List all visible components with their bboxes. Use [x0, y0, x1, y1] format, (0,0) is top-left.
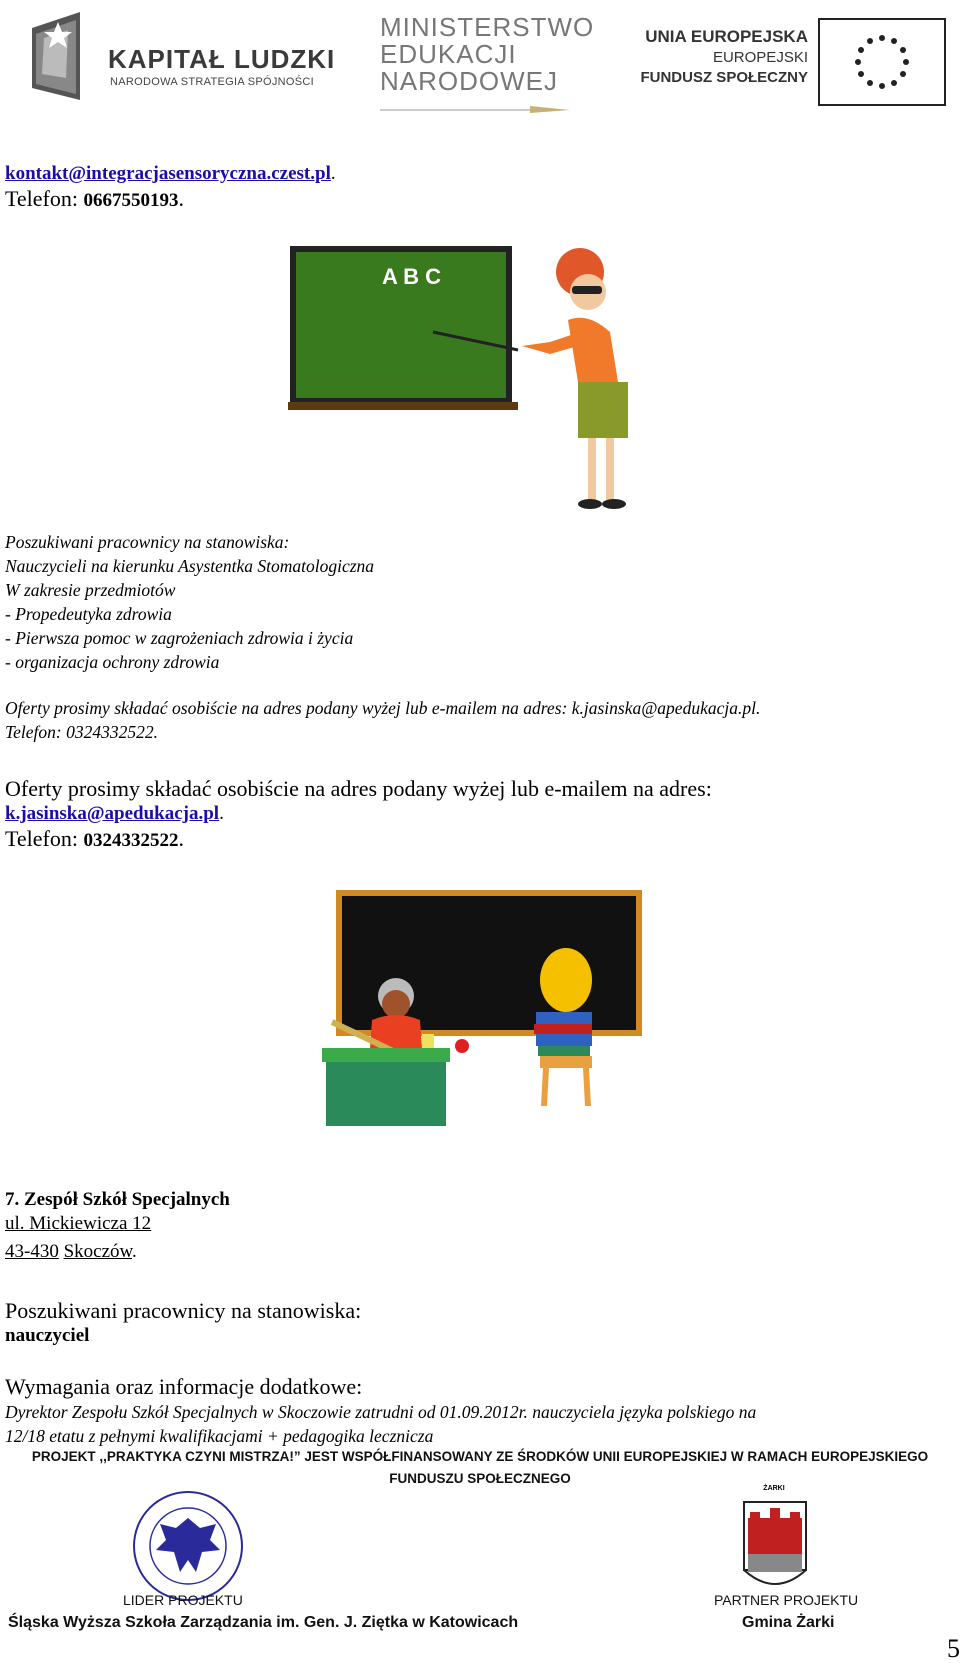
school-wanted-label: Poszukiwani pracownicy na stanowiska:	[5, 1298, 362, 1323]
classroom-illustration	[322, 888, 652, 1128]
offer2-email-suffix: .	[219, 803, 224, 824]
eagle-seal-icon	[130, 1488, 246, 1604]
offer2-email-line	[5, 802, 224, 825]
top-phone-line	[5, 186, 184, 214]
kapital-ludzki-title: KAPITAŁ LUDZKI	[108, 44, 336, 74]
kapital-ludzki-logo	[22, 8, 352, 108]
offer2-phone-label: Telefon:	[5, 826, 84, 851]
eu-line-1: UNIA EUROPEJSKA	[645, 27, 808, 46]
offer-line-5: - Pierwsza pomoc w zagrożeniach zdrowia i życia	[5, 628, 354, 648]
eu-stars-icon	[820, 20, 944, 104]
teacher-chalkboard-picture	[288, 242, 678, 527]
top-email-link[interactable]: kontakt@integracjasensoryczna.czest.pl	[5, 163, 331, 184]
school-title: 7. Zespół Szkół Specjalnych	[5, 1189, 230, 1210]
offer2-text: Oferty prosimy składać osobiście na adres podany wyżej lub e-mailem na adres:	[5, 776, 712, 801]
top-phone-label: Telefon:	[5, 186, 84, 211]
abc-board-text: A B C	[382, 264, 442, 289]
partner-label: PARTNER PROJEKTU	[714, 1592, 859, 1608]
leader-label: LIDER PROJEKTU	[123, 1592, 243, 1608]
university-seal	[130, 1488, 246, 1604]
offer-line-1: Poszukiwani pracownicy na stanowiska:	[5, 532, 290, 552]
eu-flag	[818, 18, 946, 106]
footer-project-line-2: FUNDUSZU SPOŁECZNEGO	[389, 1471, 571, 1486]
ministry-logo	[380, 14, 600, 114]
offer-block	[5, 530, 374, 674]
offer2-phone-line	[5, 826, 184, 854]
eu-logo-text	[628, 26, 808, 88]
teacher-abc-illustration	[288, 242, 678, 527]
top-phone-suffix: .	[178, 186, 184, 211]
page-number: 5	[947, 1634, 960, 1663]
school-position: nauczyciel	[5, 1325, 90, 1346]
school-street-text: ul. Mickiewicza 12	[5, 1213, 152, 1234]
offer-line-4: - Propedeutyka zdrowia	[5, 604, 172, 624]
ministry-line-3: NARODOWEJ	[380, 66, 558, 96]
offer2-phone-suffix: .	[178, 826, 184, 851]
school-city-suffix: .	[132, 1241, 137, 1262]
offer-italic-email-line: Oferty prosimy składać osobiście na adres podany wyżej lub e-mailem na adres: k.jasinska@apedukacja.pl.	[5, 698, 761, 718]
classroom-picture	[322, 888, 652, 1128]
school-req-line-2: 12/18 etatu z pełnymi kwalifikacjami + pedagogika lecznicza	[5, 1426, 434, 1446]
ministry-line-1: MINISTERSTWO	[380, 12, 595, 42]
kapital-ludzki-emblem-icon	[22, 8, 102, 108]
footer-project-line-1: PROJEKT ,,PRAKTYKA CZYNI MISTRZA!” JEST WSPÓŁFINANSOWANY ZE ŚRODKÓW UNII EUROPEJSKIEJ W RAMACH EUROPEJSKIEGO	[31, 1449, 929, 1464]
school-street	[5, 1212, 151, 1235]
school-postcode: 43-430	[5, 1241, 59, 1262]
eu-line-3: FUNDUSZ SPOŁECZNY	[640, 69, 808, 86]
offer-line-3: W zakresie przedmiotów	[5, 580, 176, 600]
ministry-line-2: EDUKACJI	[380, 39, 517, 69]
school-req-line-1: Dyrektor Zespołu Szkół Specjalnych w Skoczowie zatrudni od 01.09.2012r. nauczyciela języka polskiego na	[5, 1402, 757, 1422]
zarki-crest-label: ŻARKI	[763, 1485, 785, 1492]
zarki-crest-icon	[736, 1488, 812, 1598]
pen-line-icon	[380, 102, 580, 114]
kapital-ludzki-subtitle: NARODOWA STRATEGIA SPÓJNOŚCI	[110, 76, 314, 88]
school-city-line	[5, 1240, 137, 1263]
partner-name: Gmina Żarki	[742, 1614, 835, 1631]
top-email-suffix: .	[330, 163, 336, 184]
school-city: Skoczów	[63, 1241, 132, 1262]
zarki-crest	[736, 1488, 812, 1598]
offer-line-6: - organizacja ochrony zdrowia	[5, 652, 220, 672]
school-requirements-label: Wymagania oraz informacje dodatkowe:	[5, 1374, 363, 1399]
top-email-line	[5, 162, 336, 185]
offer-italic-phone-line: Telefon: 0324332522.	[5, 722, 158, 742]
eu-line-2: EUROPEJSKI	[712, 49, 808, 66]
top-phone-number: 0667550193	[83, 190, 179, 211]
offer2-email-link[interactable]: k.jasinska@apedukacja.pl	[5, 803, 220, 824]
leader-name: Śląska Wyższa Szkoła Zarządzania im. Gen. J. Ziętka w Katowicach	[8, 1614, 519, 1631]
offer-line-2: Nauczycieli na kierunku Asystentka Stomatologiczna	[5, 556, 375, 576]
offer2-phone-number: 0324332522	[83, 830, 179, 851]
